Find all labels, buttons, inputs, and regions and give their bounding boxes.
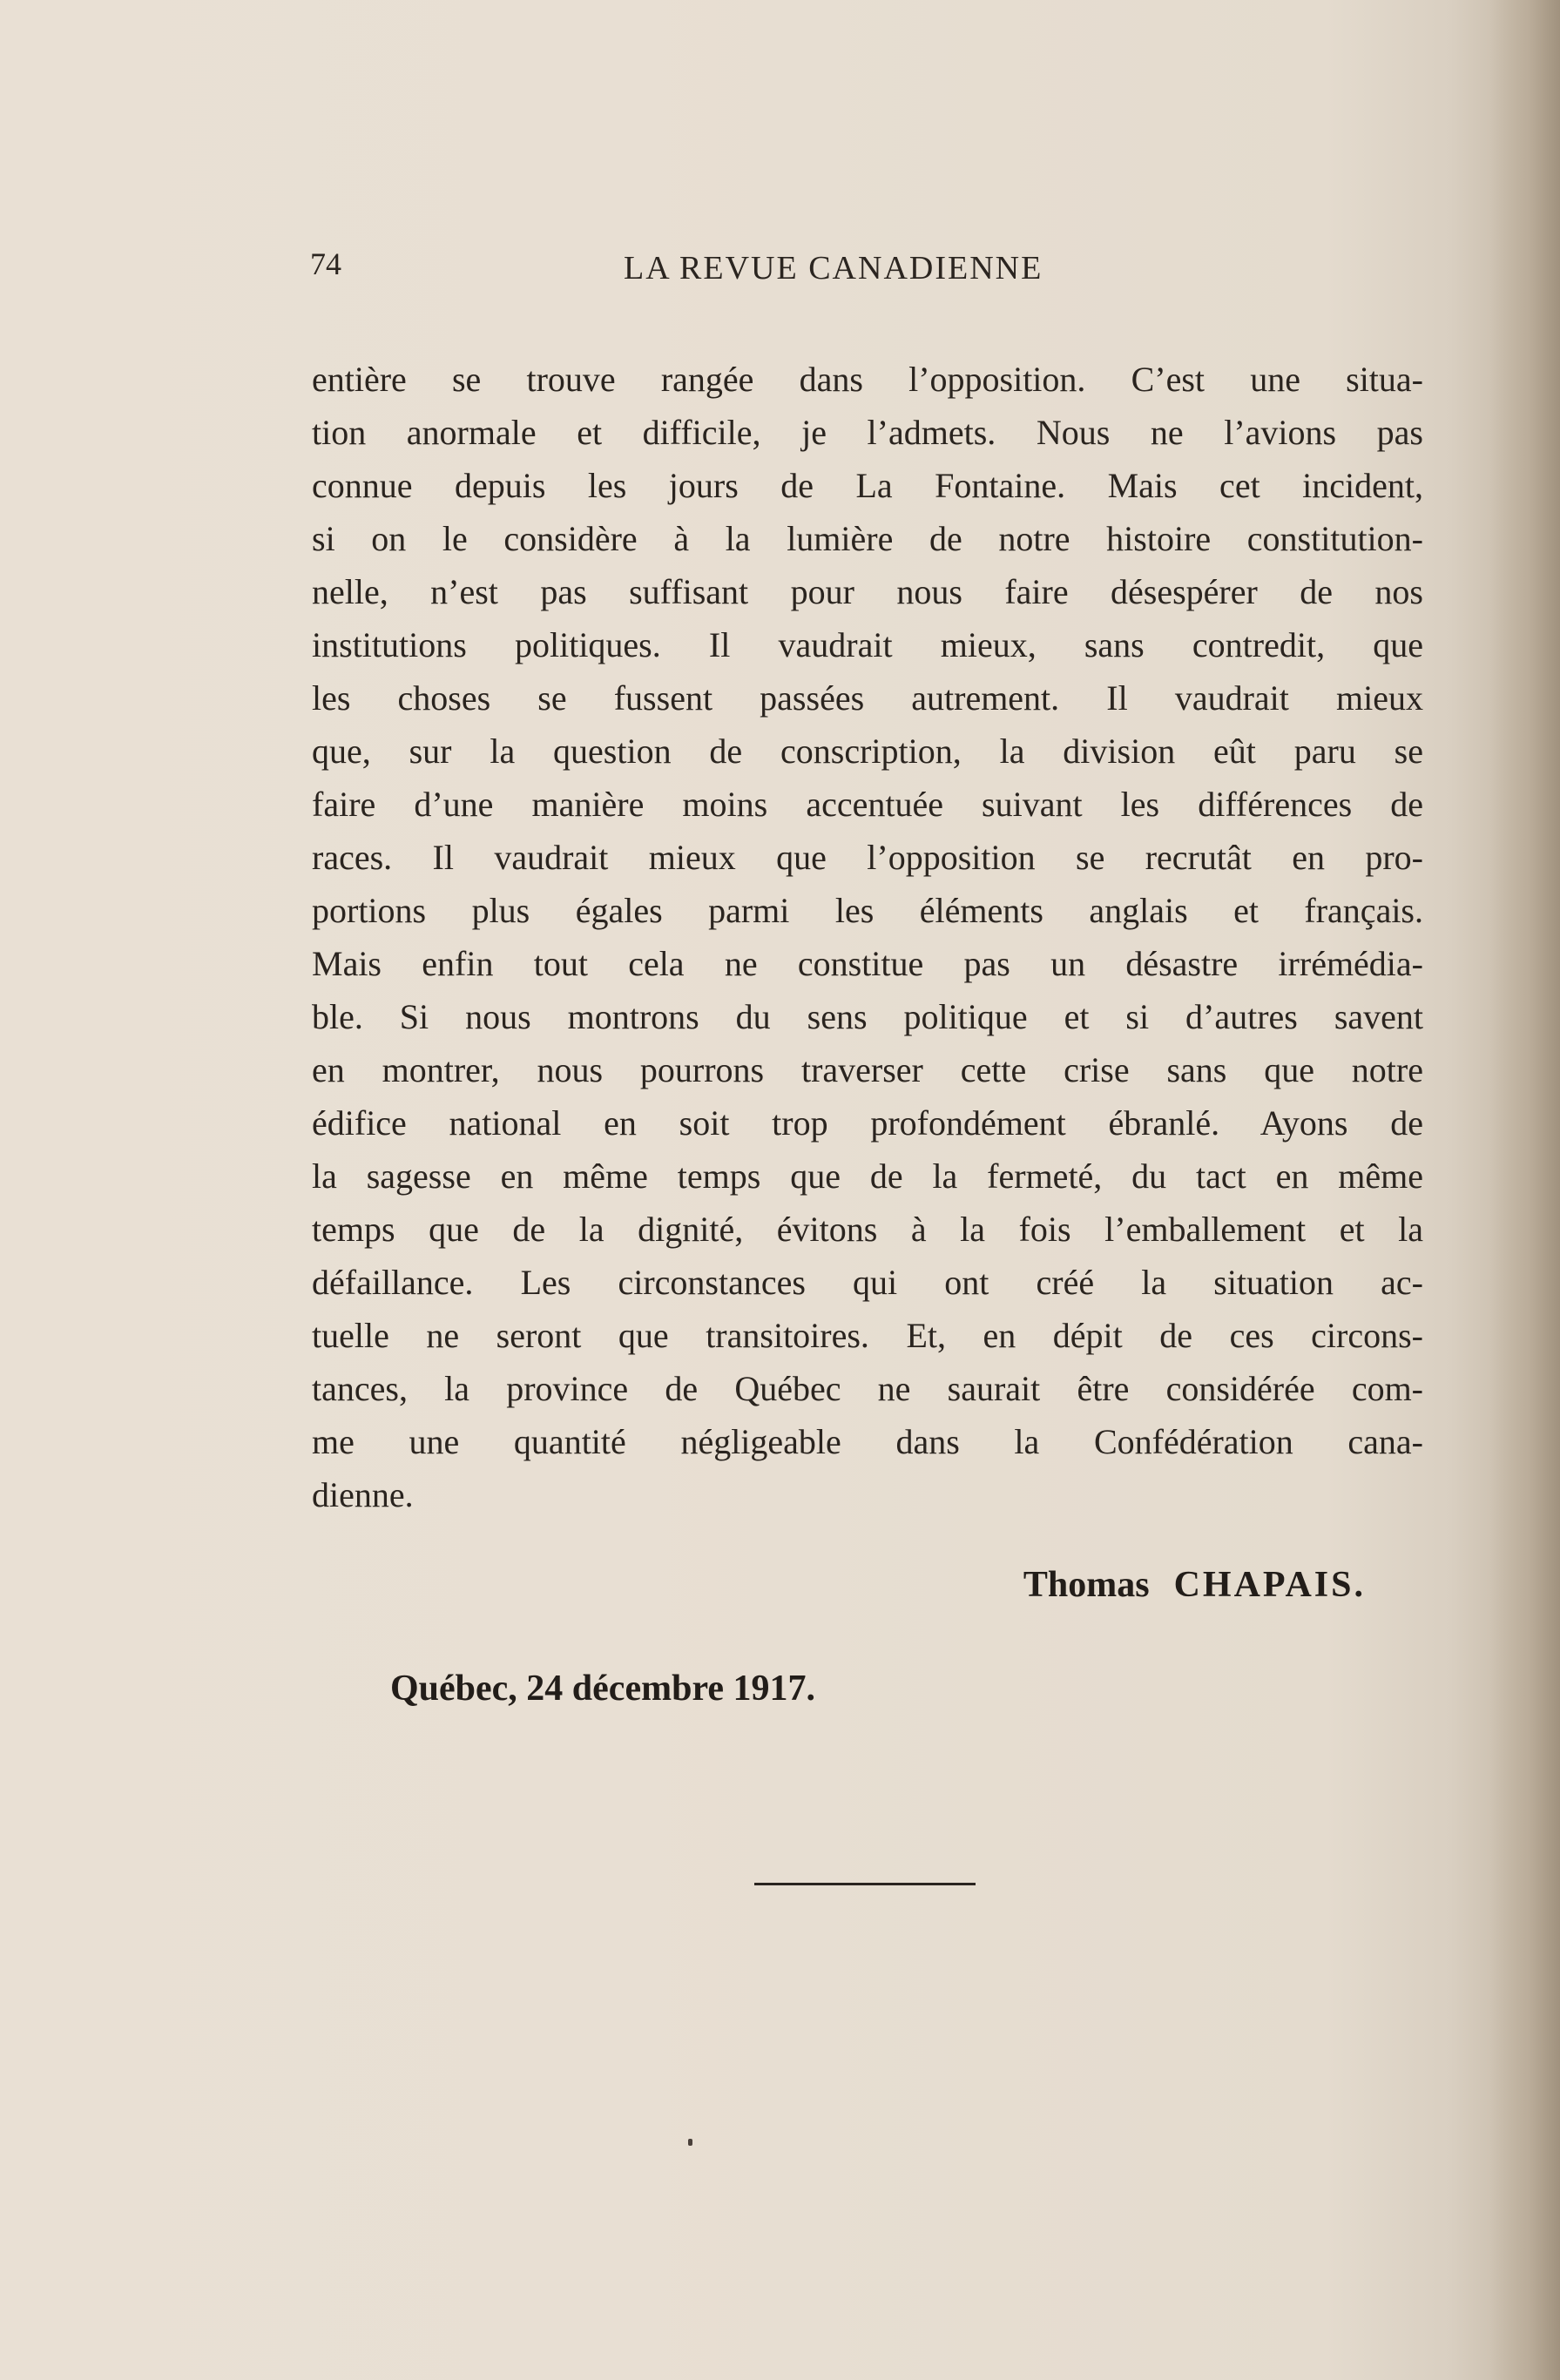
- text-line: défaillance. Les circonstances qui ont créé la situation ac-: [312, 1263, 1423, 1302]
- paper-speck: [688, 2139, 692, 2146]
- text-line: portions plus égales parmi les éléments anglais et français.: [312, 891, 1423, 930]
- page-number: 74: [310, 246, 341, 281]
- page-header: [310, 246, 1425, 298]
- author-surname: CHAPAIS.: [1173, 1565, 1366, 1605]
- article-body: [312, 353, 1423, 1521]
- page-gutter-shadow: [1490, 0, 1560, 2380]
- text-line: dienne.: [312, 1475, 414, 1514]
- text-line: les choses se fussent passées autrement. Il vaudrait mieux: [312, 678, 1423, 718]
- text-line: édifice national en soit trop profondément ébranlé. Ayons de: [312, 1103, 1423, 1143]
- text-line: tion anormale et difficile, je l’admets. Nous ne l’avions pas: [312, 413, 1423, 452]
- text-line: institutions politiques. Il vaudrait mieux, sans contredit, que: [312, 625, 1423, 664]
- text-line: nelle, n’est pas suffisant pour nous faire désespérer de nos: [312, 572, 1423, 611]
- text-line: si on le considère à la lumière de notre histoire constitution-: [312, 519, 1423, 558]
- text-line: temps que de la dignité, évitons à la fois l’emballement et la: [312, 1210, 1423, 1249]
- text-line: en montrer, nous pourrons traverser cette crise sans que notre: [312, 1050, 1423, 1089]
- text-line: faire d’une manière moins accentuée suivant les différences de: [312, 785, 1423, 824]
- author-given-name: Thomas: [1023, 1565, 1150, 1605]
- text-line: tuelle ne seront que transitoires. Et, en dépit de ces circons-: [312, 1316, 1423, 1355]
- end-rule-divider: [754, 1883, 976, 1885]
- text-line: races. Il vaudrait mieux que l’opposition se recrutât en pro-: [312, 838, 1423, 877]
- text-line: tances, la province de Québec ne saurait être considérée com-: [312, 1369, 1423, 1408]
- text-line: que, sur la question de conscription, la division eût paru se: [312, 732, 1423, 771]
- author-signature: [871, 1564, 1366, 1606]
- text-line: la sagesse en même temps que de la fermeté, du tact en même: [312, 1156, 1423, 1196]
- text-line: Mais enfin tout cela ne constitue pas un désastre irrémédia-: [312, 944, 1423, 983]
- text-line: ble. Si nous montrons du sens politique et si d’autres savent: [312, 997, 1423, 1036]
- running-title: LA REVUE CANADIENNE: [624, 250, 1043, 287]
- text-line: me une quantité négligeable dans la Confédération cana-: [312, 1422, 1423, 1461]
- text-line: entière se trouve rangée dans l’opposition. C’est une situa-: [312, 360, 1423, 399]
- text-line: connue depuis les jours de La Fontaine. Mais cet incident,: [312, 466, 1423, 505]
- dateline: Québec, 24 décembre 1917.: [390, 1669, 815, 1709]
